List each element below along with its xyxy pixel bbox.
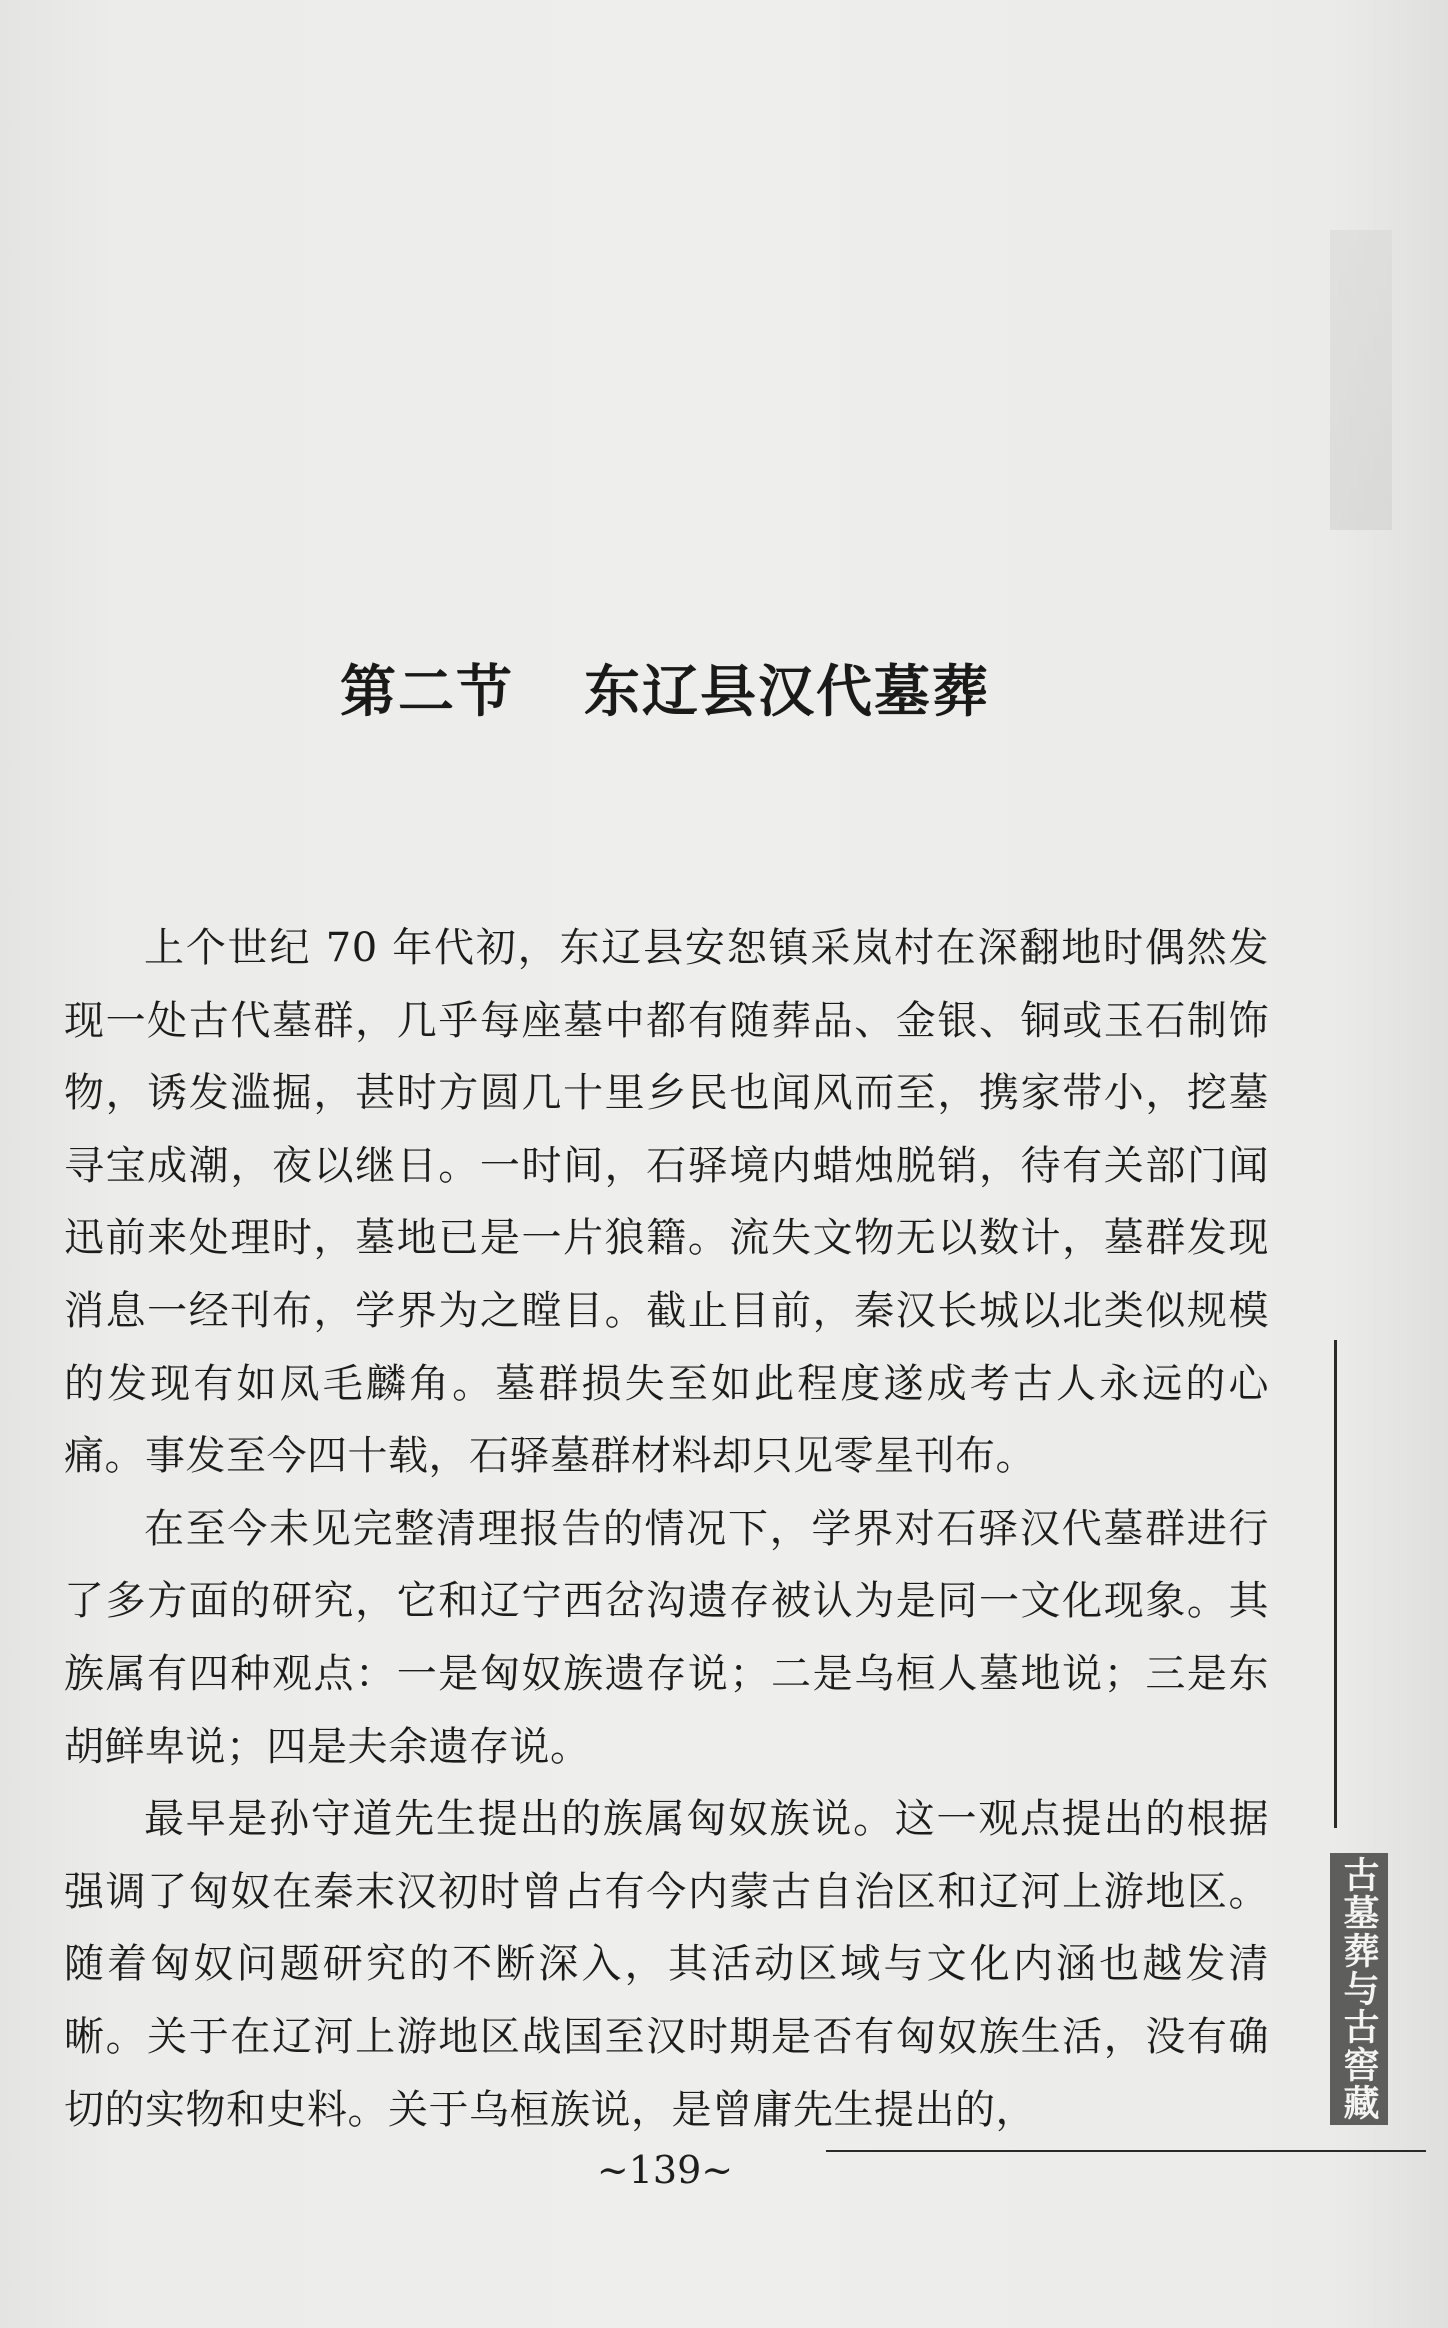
section-number: 第二节 — [340, 658, 514, 725]
section-heading — [0, 648, 1330, 728]
paragraph-2: 在至今未见完整清理报告的情况下，学界对石驿汉代墓群进行了多方面的研究，它和辽宁西岔沟遗存被认为是同一文化现象。其族属有四种观点：一是匈奴族遗存说；二是乌桓人墓地说；三是东胡鲜卑说；四是夫余遗存说。 — [64, 1505, 1269, 1770]
page-number: ~139~ — [596, 2148, 734, 2192]
paragraph-1: 上个世纪 70 年代初，东辽县安恕镇采岚村在深翻地时偶然发现一处古代墓群，几乎每座墓中都有随葬品、金银、铜或玉石制饰物，诱发滥掘，甚时方圆几十里乡民也闻风而至，携家带小，挖墓寻宝成潮，夜以继日。一时间，石驿境内蜡烛脱销，待有关部门闻迅前来处理时，墓地已是一片狼籍。流失文物无以数计，墓群发现消息一经刊布，学界为之瞠目。截止目前，秦汉长城以北类似规模的发现有如凤毛麟角。墓群损失至如此程度遂成考古人永远的心痛。事发至今四十载，石驿墓群材料却只见零星刊布。 — [64, 925, 1269, 1480]
section-title: 东辽县汉代墓葬 — [584, 658, 990, 725]
side-divider — [1334, 1340, 1337, 1828]
chapter-side-tab-label: 古墓葬与古窖藏 — [1338, 1856, 1380, 2122]
bleed-through-tab — [1330, 230, 1392, 530]
chapter-side-tab — [1330, 1853, 1388, 2125]
paragraph-3: 最早是孙守道先生提出的族属匈奴族说。这一观点提出的根据强调了匈奴在秦末汉初时曾占有今内蒙古自治区和辽河上游地区。随着匈奴问题研究的不断深入，其活动区域与文化内涵也越发清晰。关于在辽河上游地区战国至汉时期是否有匈奴族生活，没有确切的实物和史料。关于乌桓族说，是曾庸先生提出的， — [64, 1796, 1269, 2133]
body-text — [64, 912, 1269, 2146]
